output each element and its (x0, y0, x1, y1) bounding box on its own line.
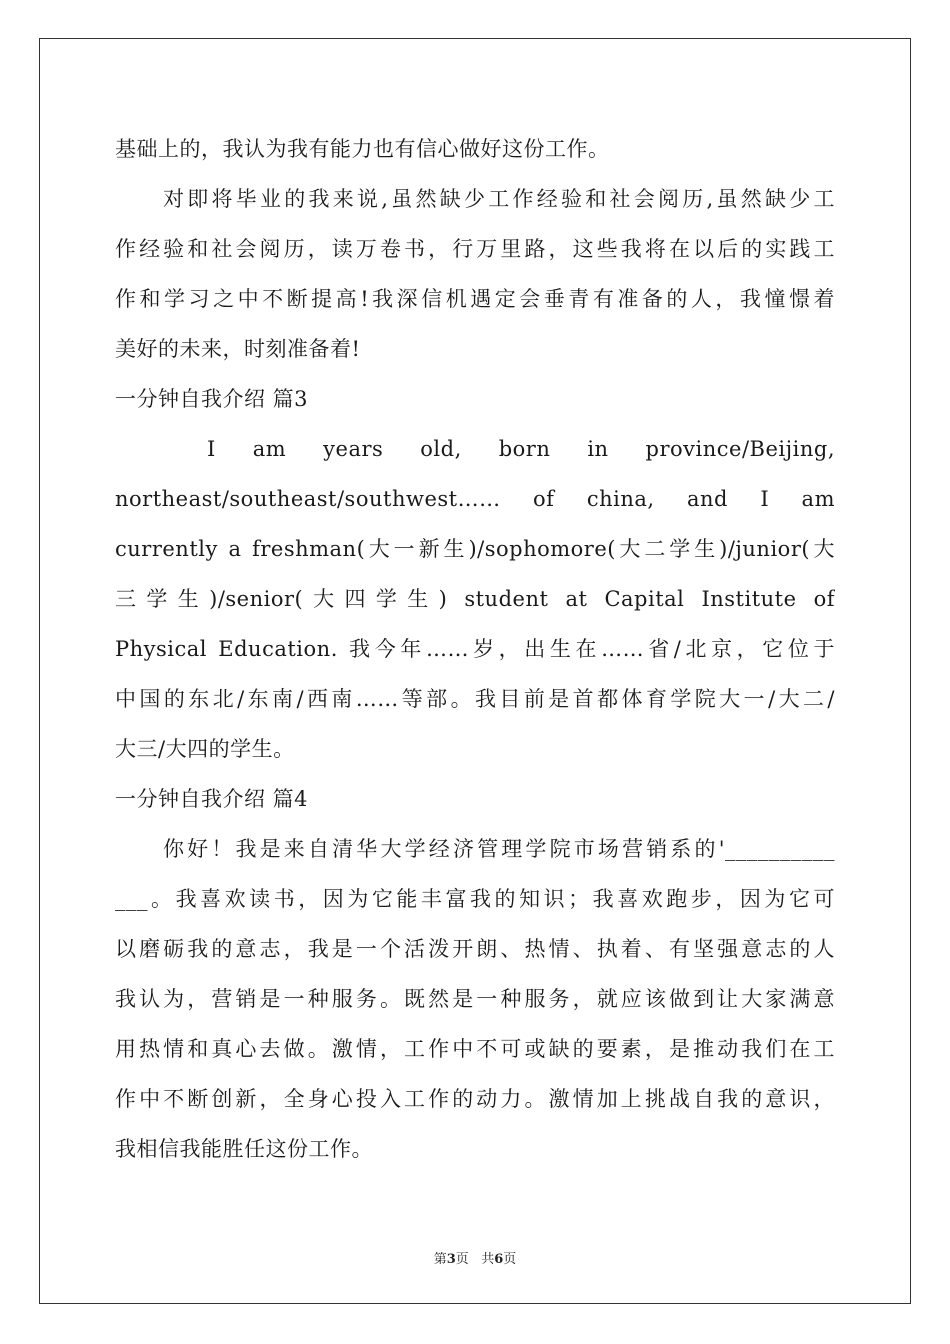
page-footer (0, 1248, 950, 1267)
page-suffix: 页 (455, 1252, 469, 1267)
paragraph-line: Physical Education. 我今年……岁，出生在……省/北京，它位于 (115, 637, 835, 661)
paragraph-line: 作中不断创新，全身心投入工作的动力。激情加上挑战自我的意识， (115, 1087, 835, 1111)
paragraph-line: 对即将毕业的我来说,虽然缺少工作经验和社会阅历,虽然缺少工 (163, 187, 835, 211)
paragraph-line: 以磨砺我的意志，我是一个活泼开朗、热情、执着、有坚强意志的人 (115, 937, 835, 961)
paragraph-line: 作和学习之中不断提高!我深信机遇定会垂青有准备的人，我憧憬着 (115, 287, 835, 311)
paragraph-line: currently a freshman(大一新生)/sophomore(大二学生)/junior(大 (115, 537, 835, 561)
total-page-count: 6 (494, 1252, 504, 1267)
total-prefix: 共 (481, 1252, 495, 1267)
paragraph-line: 作经验和社会阅历，读万卷书，行万里路，这些我将在以后的实践工 (115, 237, 835, 261)
total-suffix: 页 (503, 1252, 517, 1267)
paragraph-line: I am years old, born in province/Beijing, (207, 437, 835, 461)
paragraph-line: 中国的东北/东南/西南……等部。我目前是首都体育学院大一/大二/ (115, 687, 835, 711)
body-line: 基础上的，我认为我有能力也有信心做好这份工作。 (115, 137, 610, 161)
page-prefix: 第 (433, 1252, 447, 1267)
paragraph-line: 我认为，营销是一种服务。既然是一种服务，就应该做到让大家满意 (115, 987, 835, 1011)
paragraph-line: 三学生)/senior(大四学生) student at Capital Institute of (115, 587, 835, 611)
document-body (115, 124, 835, 1174)
section-heading: 一分钟自我介绍 篇4 (115, 787, 309, 811)
current-page-number: 3 (446, 1252, 456, 1267)
paragraph-line: 我相信我能胜任这份工作。 (115, 1137, 373, 1161)
paragraph-line: ___。我喜欢读书，因为它能丰富我的知识；我喜欢跑步，因为它可 (115, 887, 835, 911)
paragraph-line: 你好！我是来自清华大学经济管理学院市场营销系的'__________ (163, 837, 835, 861)
paragraph-line: 用热情和真心去做。激情，工作中不可或缺的要素，是推动我们在工 (115, 1037, 835, 1061)
paragraph-line: 美好的未来，时刻准备着! (115, 337, 361, 361)
section-heading: 一分钟自我介绍 篇3 (115, 387, 309, 411)
paragraph-line: northeast/southeast/southwest…… of china, and I am (115, 487, 835, 511)
paragraph-line: 大三/大四的学生。 (115, 737, 295, 761)
